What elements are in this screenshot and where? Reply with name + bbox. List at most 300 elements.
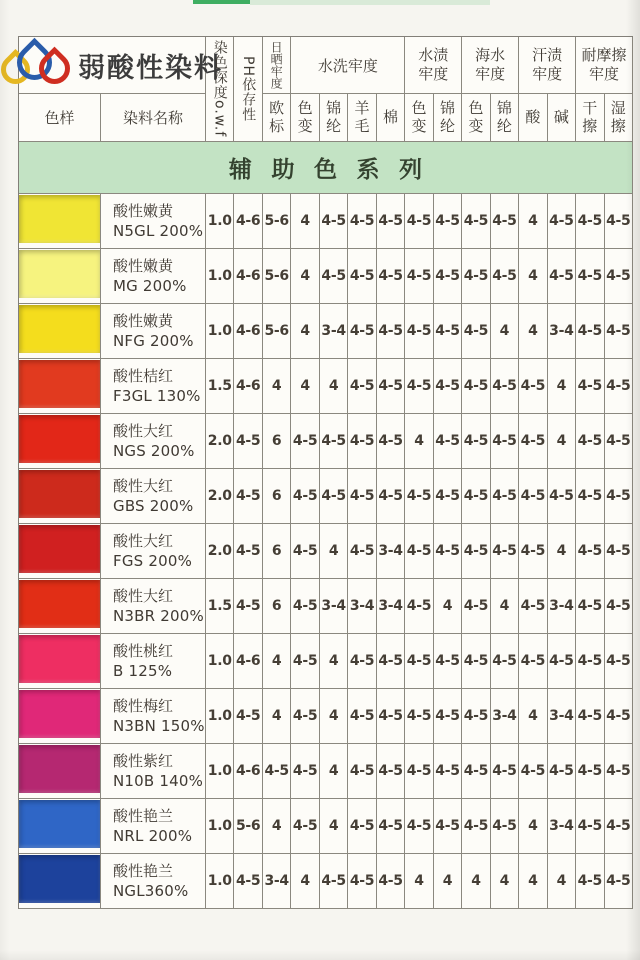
dye-name-cn: 酸性梅红	[113, 696, 174, 715]
rating-value: 4	[291, 249, 319, 304]
header-rubbing-label: 耐摩擦牢度	[581, 45, 627, 83]
header-rubbing-fastness	[576, 37, 633, 94]
rating-value: 4-5	[434, 524, 462, 579]
rating-value: 4-5	[434, 689, 462, 744]
rating-value: 1.0	[206, 194, 234, 249]
rating-value: 4	[263, 634, 291, 689]
rating-value: 4	[320, 524, 348, 579]
rating-value: 4-5	[462, 689, 490, 744]
rating-value: 4-5	[462, 579, 490, 634]
dye-name-cn: 酸性大红	[113, 421, 174, 440]
subheader-label: 干擦	[582, 99, 598, 135]
rating-value: 4-5	[491, 469, 519, 524]
rating-value: 4-5	[377, 194, 405, 249]
rating-value: 4-6	[234, 304, 262, 359]
rating-value: 4-6	[234, 249, 262, 304]
subheader-label: 色变	[411, 99, 427, 135]
rating-value: 3-4	[348, 579, 376, 634]
rating-value: 4-6	[234, 194, 262, 249]
rating-value: 4-5	[405, 634, 433, 689]
rating-value: 4-5	[548, 249, 576, 304]
rating-value: 4-5	[491, 634, 519, 689]
rating-value: 4	[291, 304, 319, 359]
subheader-wash-shade	[291, 94, 319, 142]
rating-value: 4-5	[405, 744, 433, 799]
rating-value: 4-5	[377, 634, 405, 689]
rating-value: 4-5	[291, 744, 319, 799]
rating-value: 3-4	[263, 854, 291, 909]
dye-code: F3GL 130%	[113, 387, 201, 405]
rating-value: 4-5	[605, 634, 633, 689]
rating-value: 4	[405, 854, 433, 909]
rating-value: 4	[491, 579, 519, 634]
dye-code: N10B 140%	[113, 772, 204, 790]
rating-value: 4-5	[291, 579, 319, 634]
rating-value: 4-5	[234, 524, 262, 579]
dye-name-cell	[101, 854, 206, 909]
subheader-label: 棉	[383, 107, 399, 126]
dye-code: NGL360%	[113, 882, 189, 900]
rating-value: 1.0	[206, 304, 234, 359]
rating-value: 4-5	[462, 359, 490, 414]
brand-header-cell	[19, 37, 223, 94]
rating-value: 2.0	[206, 469, 234, 524]
rating-value: 4	[291, 359, 319, 414]
rating-value: 4-5	[576, 469, 604, 524]
rating-value: 4-5	[576, 359, 604, 414]
rating-value: 4-5	[377, 689, 405, 744]
rating-value: 4-5	[348, 524, 376, 579]
subheader-seawater-nylon	[491, 94, 519, 142]
rating-value: 4-5	[605, 524, 633, 579]
rating-value: 4-5	[263, 744, 291, 799]
rating-value: 4	[320, 689, 348, 744]
dye-name-cn: 酸性大红	[113, 476, 174, 495]
rating-value: 4	[519, 249, 547, 304]
dye-name-cell	[101, 744, 206, 799]
dye-code: B 125%	[113, 662, 173, 680]
rating-value: 4-6	[234, 359, 262, 414]
subheader-label: 色变	[297, 99, 313, 135]
subheader-label: 湿擦	[610, 99, 626, 135]
color-swatch	[19, 745, 100, 793]
header-seawater-label: 海水牢度	[475, 45, 506, 83]
subheader-seawater-shade	[462, 94, 490, 142]
rating-value: 4-5	[348, 634, 376, 689]
rating-value: 4-5	[576, 579, 604, 634]
dye-name-cell	[101, 799, 206, 854]
rating-value: 4-5	[576, 414, 604, 469]
rating-value: 3-4	[320, 304, 348, 359]
rating-value: 4-5	[605, 579, 633, 634]
rating-value: 4-5	[348, 359, 376, 414]
rating-value: 4-5	[405, 249, 433, 304]
rating-value: 4-5	[234, 414, 262, 469]
rating-value: 4-5	[405, 194, 433, 249]
rating-value: 2.0	[206, 414, 234, 469]
subheader-eu-standard-label: 欧标	[269, 99, 285, 135]
subheader-wet-rub	[605, 94, 633, 142]
rating-value: 4	[491, 304, 519, 359]
rating-value: 4-5	[548, 634, 576, 689]
rating-value: 4-5	[348, 249, 376, 304]
subheader-label: 锦纶	[326, 99, 342, 135]
rating-value: 3-4	[548, 579, 576, 634]
rating-value: 4-5	[434, 194, 462, 249]
rating-value: 4-5	[491, 799, 519, 854]
brand-title: 弱酸性染料	[78, 52, 223, 84]
rating-value: 4	[320, 799, 348, 854]
subheader-label: 碱	[553, 107, 569, 126]
rating-value: 4-5	[434, 469, 462, 524]
dye-name-cn: 酸性大红	[113, 586, 174, 605]
rating-value: 4	[405, 414, 433, 469]
subheader-wash-nylon	[320, 94, 348, 142]
rating-value: 4-5	[519, 414, 547, 469]
rating-value: 4-5	[405, 689, 433, 744]
color-swatch	[19, 360, 100, 408]
rating-value: 4-5	[605, 304, 633, 359]
rating-value: 4-5	[291, 414, 319, 469]
rating-value: 4-5	[605, 854, 633, 909]
rating-value: 1.0	[206, 799, 234, 854]
rating-value: 4	[519, 689, 547, 744]
rating-value: 6	[263, 469, 291, 524]
color-swatch	[19, 635, 100, 683]
rating-value: 4-5	[320, 249, 348, 304]
dye-name-cell	[101, 689, 206, 744]
rating-value: 4-5	[605, 799, 633, 854]
rating-value: 4-5	[548, 469, 576, 524]
dye-name-cn: 酸性桃红	[113, 641, 174, 660]
subheader-wash-wool	[348, 94, 376, 142]
subheader-label: 酸	[525, 107, 541, 126]
rating-value: 4	[491, 854, 519, 909]
rating-value: 4-5	[462, 194, 490, 249]
dye-code: MG 200%	[113, 277, 187, 295]
color-swatch-cell	[19, 414, 101, 469]
header-perspiration-fastness	[519, 37, 576, 94]
color-swatch-cell	[19, 634, 101, 689]
rating-value: 4-5	[234, 854, 262, 909]
rating-value: 4-5	[462, 634, 490, 689]
rating-value: 4-5	[576, 634, 604, 689]
rating-value: 4	[548, 414, 576, 469]
rating-value: 4-5	[377, 359, 405, 414]
rating-value: 4-5	[348, 744, 376, 799]
color-swatch-cell	[19, 194, 101, 249]
rating-value: 4-5	[434, 359, 462, 414]
dye-name-cell	[101, 634, 206, 689]
dye-name-cn: 酸性桔红	[113, 366, 174, 385]
rating-value: 4	[263, 689, 291, 744]
rating-value: 1.0	[206, 249, 234, 304]
color-swatch	[19, 470, 100, 518]
dye-name-cell	[101, 194, 206, 249]
color-swatch-cell	[19, 689, 101, 744]
rating-value: 4-5	[491, 414, 519, 469]
rating-value: 4-5	[377, 249, 405, 304]
rating-value: 4-5	[320, 414, 348, 469]
header-dye-depth	[206, 37, 234, 142]
dye-code: N3BR 200%	[113, 607, 204, 625]
dye-fastness-table	[18, 36, 633, 909]
dye-name-cn: 酸性嫩黄	[113, 201, 174, 220]
rating-value: 4-5	[519, 744, 547, 799]
rating-value: 4-6	[234, 744, 262, 799]
color-swatch	[19, 690, 100, 738]
dye-name-cn: 酸性大红	[113, 531, 174, 550]
rating-value: 4	[291, 854, 319, 909]
color-swatch	[19, 415, 100, 463]
rating-value: 4	[320, 359, 348, 414]
rating-value: 4-5	[548, 744, 576, 799]
rating-value: 4-5	[320, 854, 348, 909]
rating-value: 6	[263, 524, 291, 579]
rating-value: 4-5	[377, 799, 405, 854]
header-light-label: 日晒牢度	[269, 41, 284, 89]
color-swatch-cell	[19, 469, 101, 524]
rating-value: 4-5	[576, 304, 604, 359]
dye-name-cell	[101, 579, 206, 634]
dye-name-cell	[101, 359, 206, 414]
rating-value: 4-5	[519, 469, 547, 524]
rating-value: 4-5	[348, 854, 376, 909]
header-seawater-fastness	[462, 37, 519, 94]
header-dye-name	[101, 94, 206, 142]
rating-value: 4-5	[605, 744, 633, 799]
rating-value: 4-5	[519, 524, 547, 579]
series-banner: 辅助色系列	[19, 142, 633, 194]
page-edge-mark-pale	[250, 0, 490, 5]
rating-value: 4-5	[405, 304, 433, 359]
rating-value: 4	[519, 854, 547, 909]
subheader-label: 色变	[468, 99, 484, 135]
rating-value: 4	[519, 194, 547, 249]
header-perspiration-label: 汗渍牢度	[532, 45, 563, 83]
rating-value: 4-5	[462, 469, 490, 524]
dye-code: NFG 200%	[113, 332, 194, 350]
color-swatch	[19, 305, 100, 353]
rating-value: 5-6	[263, 194, 291, 249]
subheader-label: 锦纶	[439, 99, 455, 135]
rating-value: 4-5	[377, 304, 405, 359]
rating-value: 4	[462, 854, 490, 909]
color-swatch-cell	[19, 524, 101, 579]
rating-value: 2.0	[206, 524, 234, 579]
rating-value: 4	[548, 854, 576, 909]
color-swatch	[19, 800, 100, 848]
rating-value: 4-5	[605, 194, 633, 249]
rating-value: 4	[519, 799, 547, 854]
rating-value: 4-5	[491, 194, 519, 249]
header-wash-label: 水洗牢度	[317, 56, 378, 75]
rating-value: 3-4	[548, 799, 576, 854]
rating-value: 4-5	[320, 469, 348, 524]
rating-value: 4-5	[462, 799, 490, 854]
rating-value: 4-5	[576, 249, 604, 304]
rating-value: 4-5	[605, 469, 633, 524]
rating-value: 4-5	[605, 249, 633, 304]
rating-value: 4-5	[348, 689, 376, 744]
header-color-sample	[19, 94, 101, 142]
rating-value: 4-5	[434, 249, 462, 304]
rating-value: 4-5	[291, 469, 319, 524]
rating-value: 4	[434, 854, 462, 909]
dye-code: NGS 200%	[113, 442, 195, 460]
header-waterstain-fastness	[405, 37, 462, 94]
rating-value: 4-5	[434, 634, 462, 689]
subheader-acid	[519, 94, 547, 142]
rating-value: 3-4	[377, 524, 405, 579]
rating-value: 4-5	[434, 414, 462, 469]
dye-name-cn: 酸性嫩黄	[113, 311, 174, 330]
dye-code: GBS 200%	[113, 497, 194, 515]
rating-value: 4-5	[605, 359, 633, 414]
rating-value: 1.0	[206, 854, 234, 909]
rating-value: 4	[291, 194, 319, 249]
header-dye-depth-label: 染色深度o.w.f	[211, 40, 228, 138]
rating-value: 4-5	[548, 194, 576, 249]
color-swatch	[19, 855, 100, 903]
header-light-fastness	[263, 37, 291, 94]
subheader-label: 锦纶	[496, 99, 512, 135]
color-swatch-cell	[19, 359, 101, 414]
rating-value: 4-5	[519, 634, 547, 689]
rating-value: 4-5	[405, 799, 433, 854]
rating-value: 4-5	[377, 744, 405, 799]
subheader-dry-rub	[576, 94, 604, 142]
rating-value: 4-5	[491, 744, 519, 799]
rating-value: 4-5	[462, 414, 490, 469]
rating-value: 4-5	[434, 799, 462, 854]
rating-value: 4-5	[405, 469, 433, 524]
rating-value: 4	[548, 359, 576, 414]
rating-value: 4-5	[576, 194, 604, 249]
rating-value: 4-5	[348, 304, 376, 359]
rating-value: 4-5	[605, 414, 633, 469]
rating-value: 4-5	[291, 799, 319, 854]
rating-value: 1.5	[206, 359, 234, 414]
brand-logo	[1, 42, 70, 88]
header-dye-name-label: 染料名称	[122, 109, 183, 127]
rating-value: 4	[548, 524, 576, 579]
color-swatch-cell	[19, 579, 101, 634]
color-swatch-cell	[19, 854, 101, 909]
rating-value: 3-4	[491, 689, 519, 744]
dye-code: N5GL 200%	[113, 222, 204, 240]
subheader-waterstain-nylon	[434, 94, 462, 142]
rating-value: 4-5	[462, 744, 490, 799]
rating-value: 4-5	[234, 579, 262, 634]
dye-code: FGS 200%	[113, 552, 193, 570]
rating-value: 4-5	[348, 194, 376, 249]
header-color-sample-label: 色样	[44, 109, 75, 127]
color-swatch-cell	[19, 249, 101, 304]
rating-value: 4-5	[377, 414, 405, 469]
dye-name-cn: 酸性紫红	[113, 751, 174, 770]
rating-value: 4-5	[434, 744, 462, 799]
rating-value: 4-5	[491, 359, 519, 414]
rating-value: 4	[320, 634, 348, 689]
color-swatch-cell	[19, 744, 101, 799]
color-swatch	[19, 580, 100, 628]
page-edge-mark-green	[193, 0, 250, 4]
rating-value: 3-4	[377, 579, 405, 634]
rating-value: 4-5	[405, 579, 433, 634]
rating-value: 4	[320, 744, 348, 799]
rating-value: 4-5	[576, 524, 604, 579]
dye-name-cell	[101, 249, 206, 304]
rating-value: 4-5	[291, 524, 319, 579]
rating-value: 4-5	[491, 249, 519, 304]
color-swatch	[19, 195, 100, 243]
rating-value: 4-5	[519, 579, 547, 634]
rating-value: 4	[434, 579, 462, 634]
rating-value: 5-6	[234, 799, 262, 854]
subheader-eu-standard	[263, 94, 291, 142]
rating-value: 4-5	[519, 359, 547, 414]
dye-name-cn: 酸性艳兰	[113, 861, 174, 880]
header-ph-dependency	[234, 37, 262, 142]
dye-name-cell	[101, 524, 206, 579]
rating-value: 4-5	[320, 194, 348, 249]
rating-value: 4-5	[576, 744, 604, 799]
subheader-alkali	[548, 94, 576, 142]
rating-value: 4-5	[434, 304, 462, 359]
rating-value: 5-6	[263, 304, 291, 359]
color-swatch-cell	[19, 799, 101, 854]
rating-value: 4-5	[576, 689, 604, 744]
rating-value: 3-4	[320, 579, 348, 634]
rating-value: 4-5	[377, 854, 405, 909]
rating-value: 4-5	[491, 524, 519, 579]
color-swatch	[19, 250, 100, 298]
rating-value: 6	[263, 579, 291, 634]
dye-name-cn: 酸性嫩黄	[113, 256, 174, 275]
rating-value: 4-5	[576, 854, 604, 909]
rating-value: 1.0	[206, 689, 234, 744]
rating-value: 4-5	[462, 304, 490, 359]
rating-value: 4	[519, 304, 547, 359]
dye-code: N3BN 150%	[113, 717, 205, 735]
subheader-waterstain-shade	[405, 94, 433, 142]
rating-value: 3-4	[548, 304, 576, 359]
dye-name-cell	[101, 304, 206, 359]
header-waterstain-label: 水渍牢度	[418, 45, 449, 83]
rating-value: 1.0	[206, 744, 234, 799]
rating-value: 4-5	[234, 689, 262, 744]
rating-value: 4-5	[377, 469, 405, 524]
rating-value: 4-5	[605, 689, 633, 744]
color-swatch	[19, 525, 100, 573]
rating-value: 5-6	[263, 249, 291, 304]
rating-value: 4	[263, 799, 291, 854]
rating-value: 4-5	[234, 469, 262, 524]
rating-value: 4-5	[576, 799, 604, 854]
subheader-label: 羊毛	[354, 99, 370, 135]
rating-value: 4-5	[405, 524, 433, 579]
dye-code: NRL 200%	[113, 827, 193, 845]
rating-value: 4	[263, 359, 291, 414]
rating-value: 1.5	[206, 579, 234, 634]
rating-value: 4-5	[348, 414, 376, 469]
rating-value: 1.0	[206, 634, 234, 689]
rating-value: 4-5	[291, 689, 319, 744]
header-wash-fastness	[291, 37, 405, 94]
rating-value: 4-5	[348, 799, 376, 854]
dye-name-cell	[101, 414, 206, 469]
